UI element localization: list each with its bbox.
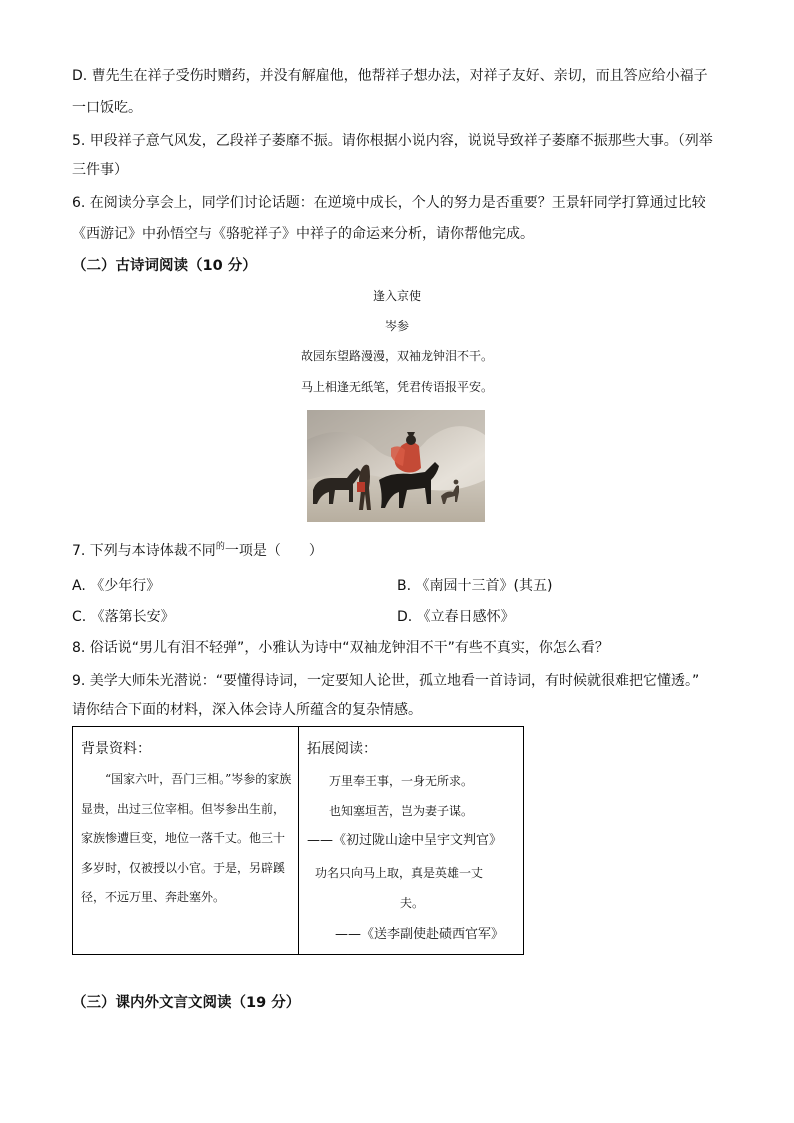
ext2-source: ——《送李副使赴碛西官军》: [335, 927, 505, 942]
ext1-line1: 万里奉王事，一身无所求。: [329, 774, 474, 788]
background-body: “国家六叶，吾门三相。”岑参的家族显贵，出过三位宰相。但岑参出生前，家族惨遭巨变，地位一落千丈。他三十多岁时，仅被授以小官。于是，另辟蹊径，不远万里、奔赴塞外。: [81, 772, 292, 904]
section-heading-classical: （三）课内外文言文阅读（19 分）: [72, 995, 301, 1011]
q7-stem-sup: 的: [215, 542, 225, 552]
q7-option-d: D. 《立春日感怀》: [397, 609, 515, 625]
q7-stem: [72, 541, 323, 563]
ext2-line1: 功名只向马上取，真是英雄一丈: [315, 866, 484, 880]
q7-stem-after: 一项是（ ）: [224, 543, 323, 559]
ext1-source: ——《初过陇山途中呈宇文判官》: [307, 833, 503, 848]
poem-title: 逢入京使: [372, 289, 421, 303]
q5-line1: 5. 甲段祥子意气风发，乙段祥子萎靡不振。请你根据小说内容，说说导致祥子萎靡不振那些大事。（列举: [72, 133, 713, 149]
q4-option-d-line1: D. 曹先生在祥子受伤时赠药，并没有解雇他，他帮祥子想办法，对祥子友好、亲切，而且答应给小福子: [72, 68, 708, 84]
q7-option-c: C. 《落第长安》: [72, 609, 175, 625]
q7-option-a: A. 《少年行》: [72, 578, 161, 594]
q8-stem: 8. 俗话说“男儿有泪不轻弹”，小雅认为诗中“双袖龙钟泪不干”有些不真实，你怎么看？: [72, 640, 609, 656]
q9-line2: 请你结合下面的材料，深入体会诗人所蕴含的复杂情感。: [72, 702, 422, 718]
ext2-line2: 夫。: [400, 896, 425, 910]
background-heading: 背景资料：: [81, 741, 151, 757]
poem-line-2: 马上相逢无纸笔，凭君传语报平安。: [300, 380, 493, 394]
section-heading-poetry: （二）古诗词阅读（10 分）: [72, 258, 257, 274]
q9-line1: 9. 美学大师朱光潜说：“要懂得诗词，一定要知人论世，孤立地看一首诗词，有时候就很难把它懂透。”: [72, 673, 700, 689]
table-divider: [298, 727, 299, 954]
q4-option-d-line2: 一口饭吃。: [72, 100, 142, 116]
q6-line1: 6. 在阅读分享会上，同学们讨论话题：在逆境中成长，个人的努力是否重要？王景轩同学打算通过比较: [72, 195, 706, 211]
material-table: [72, 726, 524, 955]
q7-option-b: B. 《南园十三首》(其五): [397, 578, 553, 594]
q6-line2: 《西游记》中孙悟空与《骆驼祥子》中祥子的命运来分析，请你帮他完成。: [72, 226, 534, 242]
poem-illustration: [307, 410, 485, 522]
ext1-line2: 也知塞垣苦，岂为妻子谋。: [329, 804, 474, 818]
poem-author: 岑参: [384, 319, 409, 333]
extended-reading-heading: 拓展阅读：: [307, 741, 377, 757]
q5-line2: 三件事）: [72, 162, 128, 178]
q7-stem-before: 7. 下列与本诗体裁不同: [72, 543, 216, 559]
poem-line-1: 故园东望路漫漫，双袖龙钟泪不干。: [300, 349, 493, 363]
